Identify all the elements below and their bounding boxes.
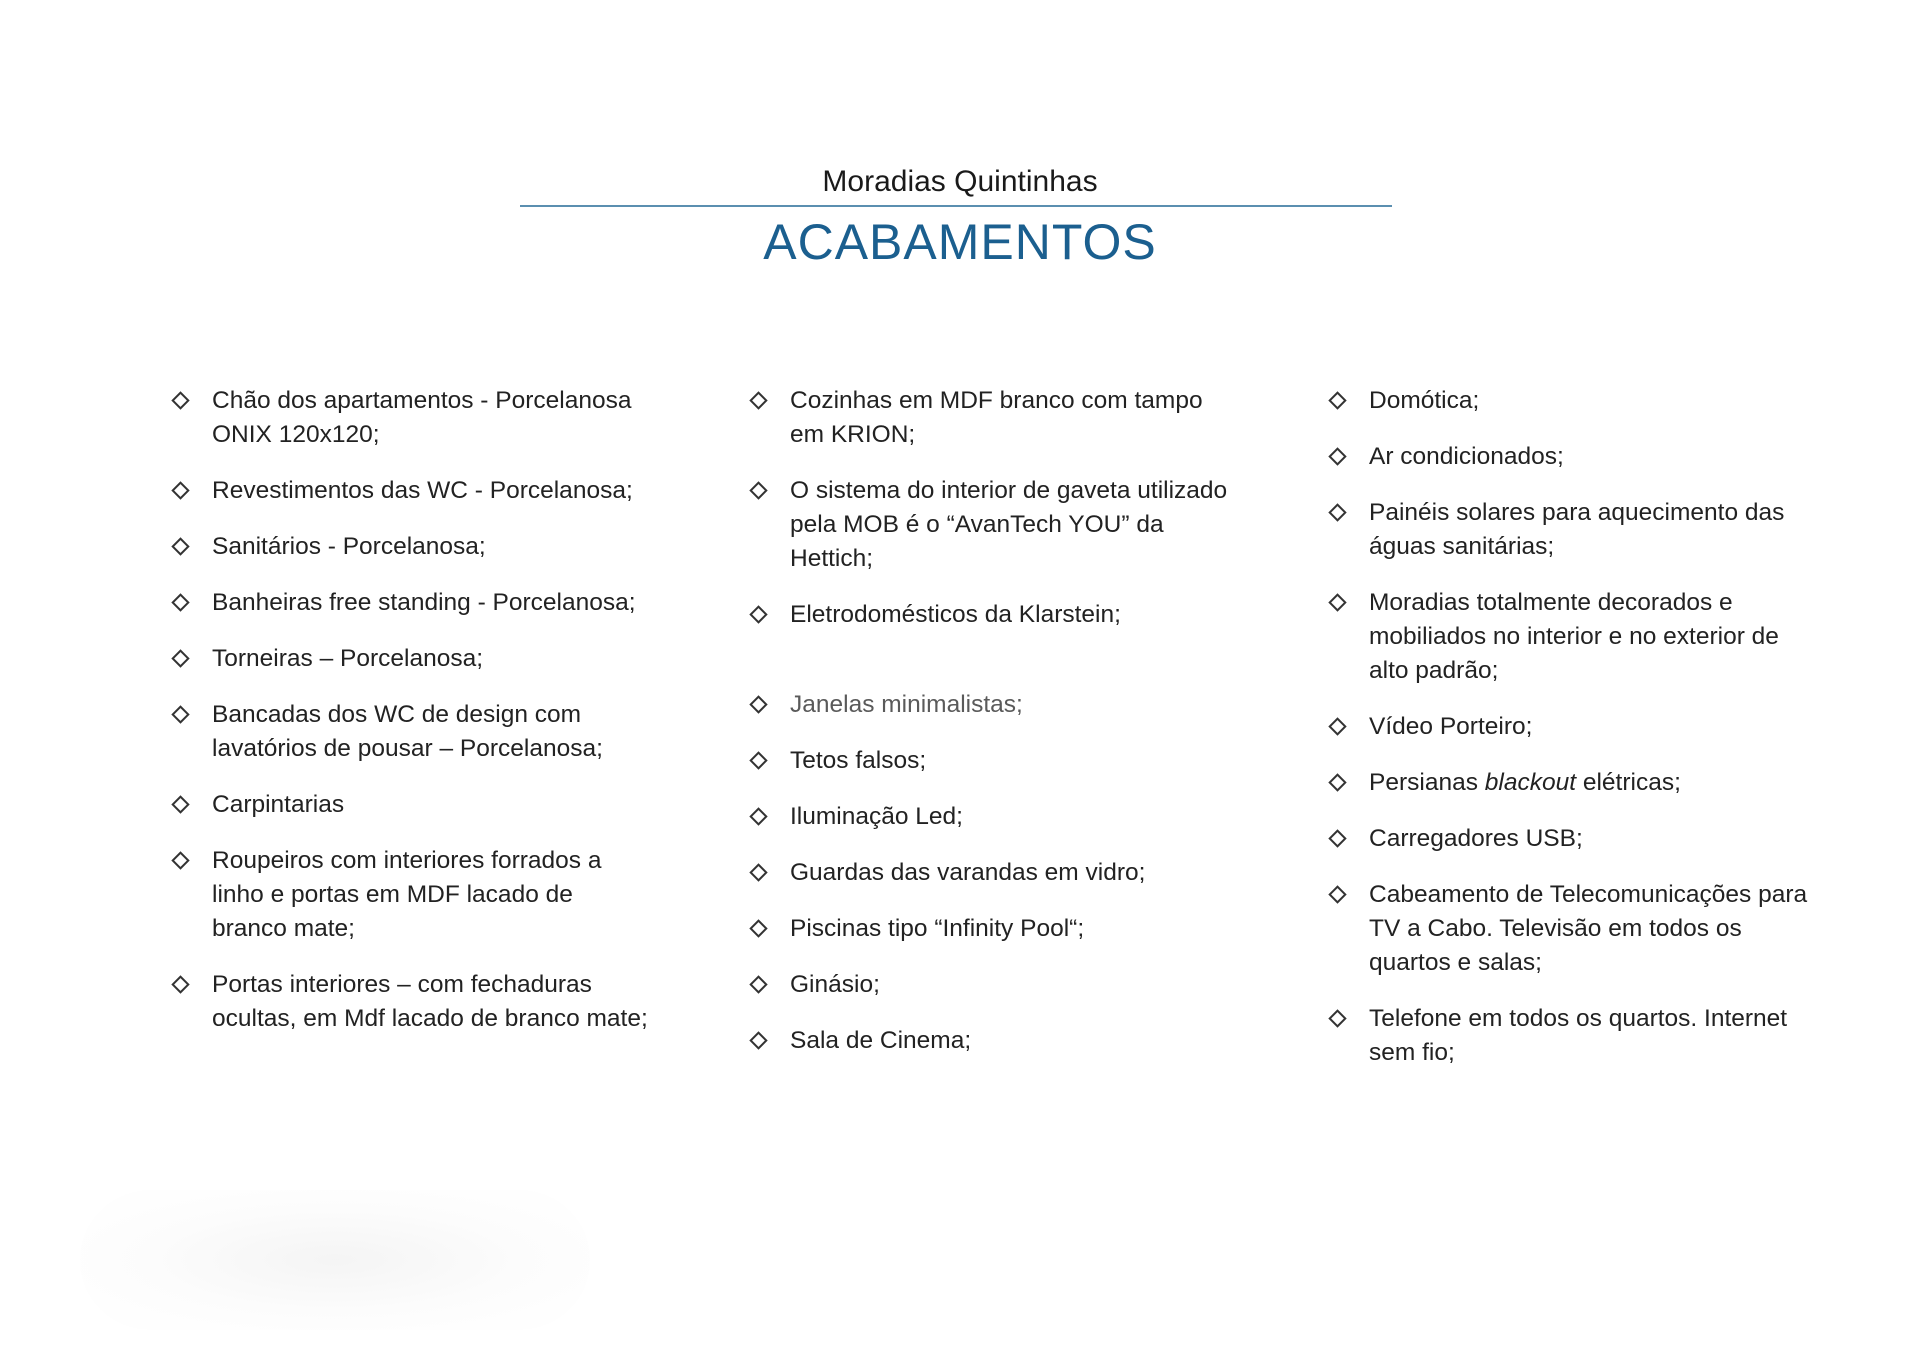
diamond-bullet-icon	[749, 975, 767, 993]
diamond-bullet-icon	[749, 605, 767, 623]
diamond-bullet-icon	[1328, 593, 1346, 611]
list-item-text: Vídeo Porteiro;	[1369, 713, 1533, 740]
list-item	[748, 474, 1228, 576]
list-item	[1327, 586, 1817, 688]
list-item-text: Bancadas dos WC de design com lavatórios de pousar – Porcelanosa;	[212, 701, 603, 762]
list-item-text: Telefone em todos os quartos. Internet sem fio;	[1369, 1005, 1788, 1066]
diamond-bullet-icon	[749, 919, 767, 937]
list-item-text: Sanitários - Porcelanosa;	[212, 533, 486, 560]
diamond-bullet-icon	[171, 649, 189, 667]
list-item-text: Portas interiores – com fechaduras ocultas, em Mdf lacado de branco mate;	[212, 971, 648, 1032]
list-item	[748, 912, 1228, 946]
list-item	[1327, 496, 1817, 564]
scan-smudge	[80, 1190, 590, 1330]
diamond-bullet-icon	[171, 975, 189, 993]
list-item	[170, 384, 650, 452]
diamond-bullet-icon	[1328, 447, 1346, 465]
header-divider	[520, 205, 1392, 207]
list-item	[170, 968, 650, 1036]
diamond-bullet-icon	[1328, 391, 1346, 409]
list-item	[748, 856, 1228, 890]
list-item-text: Tetos falsos;	[790, 747, 927, 774]
finishes-column-2	[748, 384, 1228, 1080]
list-item-text: Moradias totalmente decorados e mobiliados no interior e no exterior de alto padrão;	[1369, 589, 1779, 684]
document-title: ACABAMENTOS	[763, 214, 1157, 270]
diamond-bullet-icon	[1328, 1009, 1346, 1027]
list-item	[1327, 440, 1817, 474]
list-item	[170, 530, 650, 564]
diamond-bullet-icon	[171, 481, 189, 499]
diamond-bullet-icon	[171, 593, 189, 611]
list-item	[1327, 710, 1817, 744]
list-item-text: Painéis solares para aquecimento das águas sanitárias;	[1369, 499, 1785, 560]
diamond-bullet-icon	[171, 795, 189, 813]
list-item	[170, 474, 650, 508]
diamond-bullet-icon	[171, 537, 189, 555]
list-item-text-italic: blackout	[1484, 769, 1577, 796]
list-item-text: Sala de Cinema;	[790, 1027, 972, 1054]
list-item	[748, 688, 1228, 722]
list-item	[748, 744, 1228, 778]
list-item	[170, 698, 650, 766]
diamond-bullet-icon	[749, 863, 767, 881]
list-item-text: Domótica;	[1369, 387, 1480, 414]
list-item	[748, 1024, 1228, 1058]
list-item	[1327, 878, 1817, 980]
list-item-text: Carregadores USB;	[1369, 825, 1583, 852]
diamond-bullet-icon	[1328, 829, 1346, 847]
diamond-bullet-icon	[171, 391, 189, 409]
list-item-text: Cozinhas em MDF branco com tampo em KRION;	[790, 387, 1203, 448]
list-item-text: Janelas minimalistas;	[790, 691, 1023, 718]
diamond-bullet-icon	[749, 391, 767, 409]
diamond-bullet-icon	[749, 807, 767, 825]
finishes-column-1	[170, 384, 650, 1058]
list-item-text: Chão dos apartamentos - Porcelanosa ONIX 120x120;	[212, 387, 632, 448]
list-item-text: Banheiras free standing - Porcelanosa;	[212, 589, 636, 616]
diamond-bullet-icon	[749, 751, 767, 769]
diamond-bullet-icon	[749, 481, 767, 499]
list-item-text: O sistema do interior de gaveta utilizado pela MOB é o “AvanTech YOU” da Hettich;	[790, 477, 1228, 572]
list-item-text: Eletrodomésticos da Klarstein;	[790, 601, 1121, 628]
list-item	[748, 384, 1228, 452]
list-item	[170, 586, 650, 620]
list-item-text: Torneiras – Porcelanosa;	[212, 645, 484, 672]
list-item-text: Guardas das varandas em vidro;	[790, 859, 1146, 886]
list-item	[1327, 384, 1817, 418]
list-item	[748, 598, 1228, 632]
list-item	[170, 642, 650, 676]
diamond-bullet-icon	[1328, 717, 1346, 735]
list-item-text	[1369, 769, 1681, 796]
list-item	[170, 844, 650, 946]
list-item	[1327, 1002, 1817, 1070]
list-item-text: Roupeiros com interiores forrados a linho e portas em MDF lacado de branco mate;	[212, 847, 602, 942]
finishes-column-3	[1327, 384, 1817, 1092]
list-item-text: Piscinas tipo “Infinity Pool“;	[790, 915, 1085, 942]
list-item	[170, 788, 650, 822]
diamond-bullet-icon	[1328, 885, 1346, 903]
list-item-text-part: elétricas;	[1582, 769, 1681, 796]
list-item	[748, 968, 1228, 1002]
list-item	[748, 800, 1228, 834]
diamond-bullet-icon	[171, 705, 189, 723]
list-item-text: Revestimentos das WC - Porcelanosa;	[212, 477, 633, 504]
list-item-text: Ar condicionados;	[1369, 443, 1564, 470]
list-item	[1327, 822, 1817, 856]
diamond-bullet-icon	[749, 1031, 767, 1049]
list-item-text-part: Persianas	[1369, 769, 1478, 796]
diamond-bullet-icon	[749, 695, 767, 713]
document-subtitle: Moradias Quintinhas	[822, 165, 1098, 198]
list-item-text: Iluminação Led;	[790, 803, 963, 830]
list-item-text: Ginásio;	[790, 971, 880, 998]
diamond-bullet-icon	[1328, 773, 1346, 791]
list-item-text: Carpintarias	[212, 791, 345, 818]
diamond-bullet-icon	[171, 851, 189, 869]
diamond-bullet-icon	[1328, 503, 1346, 521]
list-item	[1327, 766, 1817, 800]
list-item-text: Cabeamento de Telecomunicações para TV a Cabo. Televisão em todos os quartos e salas;	[1369, 881, 1808, 976]
